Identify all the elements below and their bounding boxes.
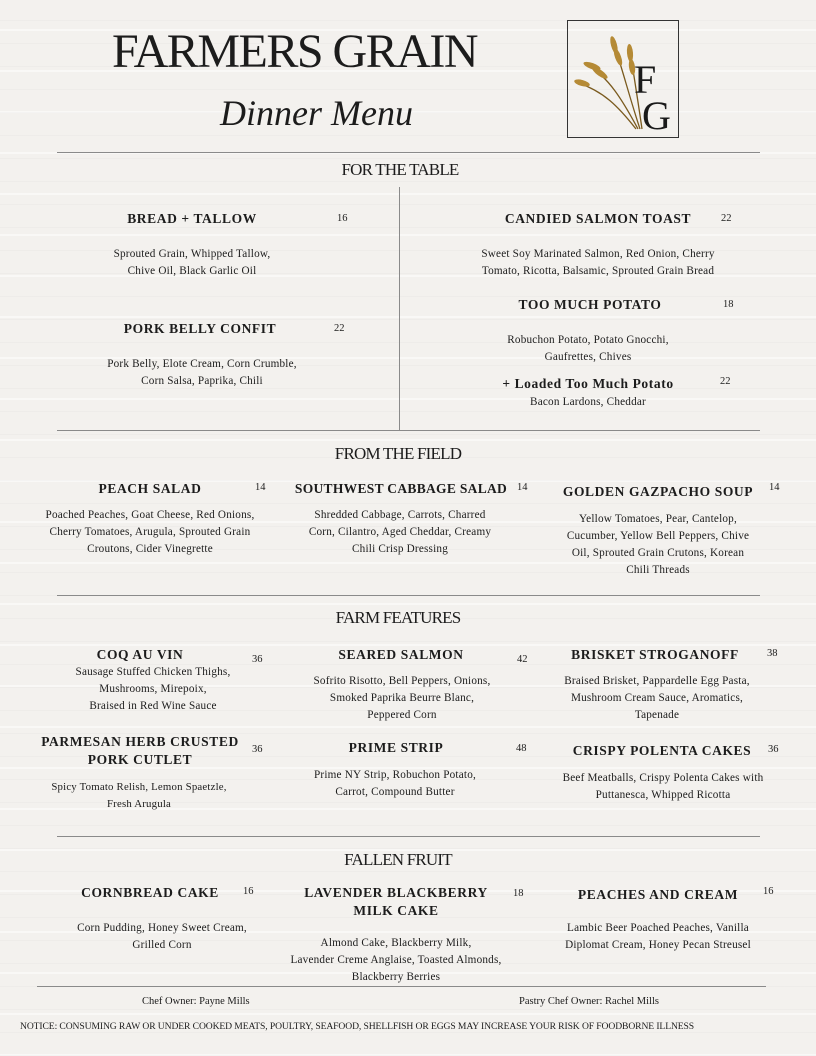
- vertical-divider: [399, 187, 400, 430]
- dish-desc: Braised Brisket, Pappardelle Egg Pasta, Mushroom Cream Sauce, Aromatics, Tapenade: [564, 675, 750, 721]
- divider-bottom: [37, 986, 766, 987]
- menu-subtitle: Dinner Menu: [220, 93, 413, 133]
- section-title-farm-features: FARM FEATURES: [335, 608, 461, 627]
- dish-desc: Poached Peaches, Goat Cheese, Red Onions, Cherry Tomatoes, Arugula, Sprouted Grain Croutons, Cider Vinegrette: [45, 509, 255, 555]
- restaurant-title: FARMERS GRAIN: [112, 25, 478, 78]
- dish-desc: Pork Belly, Elote Cream, Corn Crumble, Corn Salsa, Paprika, Chili: [107, 358, 297, 387]
- section-title-fallen-fruit: FALLEN FRUIT: [344, 850, 452, 869]
- dish-name-seared-salmon: SEARED SALMON: [338, 647, 464, 662]
- dish-name-prime-strip: PRIME STRIP: [348, 740, 444, 755]
- dish-name-coq-au-vin: COQ AU VIN: [96, 647, 184, 662]
- dish-name-crispy-polenta: CRISPY POLENTA CAKES: [572, 743, 752, 758]
- dish-desc: Prime NY Strip, Robuchon Potato, Carrot, Compound Butter: [314, 769, 476, 798]
- section-title-for-the-table: FOR THE TABLE: [341, 160, 459, 179]
- chef-owner: Chef Owner: Payne Mills: [142, 996, 250, 1007]
- logo: [567, 20, 679, 138]
- dish-price: 42: [517, 654, 528, 665]
- dish-desc: Bacon Lardons, Cheddar: [530, 396, 646, 408]
- dish-name-loaded-potato: + Loaded Too Much Potato: [502, 376, 674, 391]
- dish-price: 14: [255, 482, 266, 493]
- dish-name-bread-tallow: BREAD + TALLOW: [127, 211, 257, 226]
- dish-name-lavender-milk-cake: LAVENDER BLACKBERRY MILK CAKE: [304, 885, 488, 918]
- dish-desc: Lambic Beer Poached Peaches, Vanilla Diplomat Cream, Honey Pecan Streusel: [565, 922, 751, 951]
- dish-price: 36: [252, 744, 263, 755]
- dish-price: 14: [517, 482, 528, 493]
- divider: [57, 836, 760, 837]
- dish-name-cornbread-cake: CORNBREAD CAKE: [81, 885, 219, 900]
- dish-price: 16: [243, 886, 254, 897]
- divider: [57, 430, 760, 431]
- dish-price: 48: [516, 743, 527, 754]
- dish-desc: Sausage Stuffed Chicken Thighs, Mushrooms, Mirepoix, Braised in Red Wine Sauce: [75, 666, 231, 712]
- wheat-icon: [568, 21, 677, 136]
- divider-top: [57, 152, 760, 153]
- dish-price: 22: [721, 213, 732, 224]
- dish-name-pork-belly: PORK BELLY CONFIT: [123, 321, 277, 336]
- dish-desc: Beef Meatballs, Crispy Polenta Cakes with Puttanesca, Whipped Ricotta: [562, 772, 764, 801]
- dish-price: 36: [768, 744, 779, 755]
- dish-name-parmesan-pork: PARMESAN HERB CRUSTED PORK CUTLET: [41, 734, 239, 767]
- dish-name-brisket-stroganoff: BRISKET STROGANOFF: [571, 647, 739, 662]
- dish-price: 16: [337, 213, 348, 224]
- dish-price: 14: [769, 482, 780, 493]
- dish-desc: Yellow Tomatoes, Pear, Cantelop, Cucumber, Yellow Bell Peppers, Chive Oil, Sprouted Grain Crutons, Korean Chili Threads: [566, 513, 750, 576]
- dish-desc: Sweet Soy Marinated Salmon, Red Onion, Cherry Tomato, Ricotta, Balsamic, Sprouted Grain Bread: [481, 248, 715, 277]
- dish-name-candied-salmon: CANDIED SALMON TOAST: [504, 211, 692, 226]
- dish-desc: Almond Cake, Blackberry Milk, Lavender Creme Anglaise, Toasted Almonds, Blackberry Berries: [290, 937, 502, 983]
- pastry-chef-owner: Pastry Chef Owner: Rachel Mills: [519, 996, 659, 1007]
- divider: [57, 595, 760, 596]
- section-title-from-the-field: FROM THE FIELD: [334, 444, 462, 463]
- dish-name-peach-salad: PEACH SALAD: [98, 481, 202, 496]
- dish-desc: Corn Pudding, Honey Sweet Cream, Grilled Corn: [77, 922, 247, 951]
- logo-letter-g: G: [642, 93, 671, 136]
- dish-name-too-much-potato: TOO MUCH POTATO: [518, 297, 662, 312]
- dish-price: 18: [723, 299, 734, 310]
- dish-price: 22: [334, 323, 345, 334]
- dish-desc: Sprouted Grain, Whipped Tallow, Chive Oil, Black Garlic Oil: [113, 248, 271, 277]
- dish-price: 18: [513, 888, 524, 899]
- dish-desc: Sofrito Risotto, Bell Peppers, Onions, Smoked Paprika Beurre Blanc, Peppered Corn: [313, 675, 491, 721]
- dish-name-southwest-cabbage: SOUTHWEST CABBAGE SALAD: [294, 481, 508, 496]
- dish-price: 22: [720, 376, 731, 387]
- dish-price: 36: [252, 654, 263, 665]
- dish-name-peaches-and-cream: PEACHES AND CREAM: [577, 887, 739, 902]
- dish-price: 38: [767, 648, 778, 659]
- dish-desc: Spicy Tomato Relish, Lemon Spaetzle, Fresh Arugula: [51, 781, 227, 810]
- dish-price: 16: [763, 886, 774, 897]
- dish-name-golden-gazpacho: GOLDEN GAZPACHO SOUP: [562, 484, 754, 499]
- foodborne-illness-notice: NOTICE: CONSUMING RAW OR UNDER COOKED MEATS, POULTRY, SEAFOOD, SHELLFISH OR EGGS MAY INCREASE YOUR RISK OF FOODBORNE ILLNESS: [20, 1021, 695, 1032]
- dish-desc: Shredded Cabbage, Carrots, Charred Corn, Cilantro, Aged Cheddar, Creamy Chili Crisp Dressing: [308, 509, 492, 555]
- dish-desc: Robuchon Potato, Potato Gnocchi, Gaufrettes, Chives: [507, 334, 669, 363]
- logo-letter-f: F: [634, 57, 657, 102]
